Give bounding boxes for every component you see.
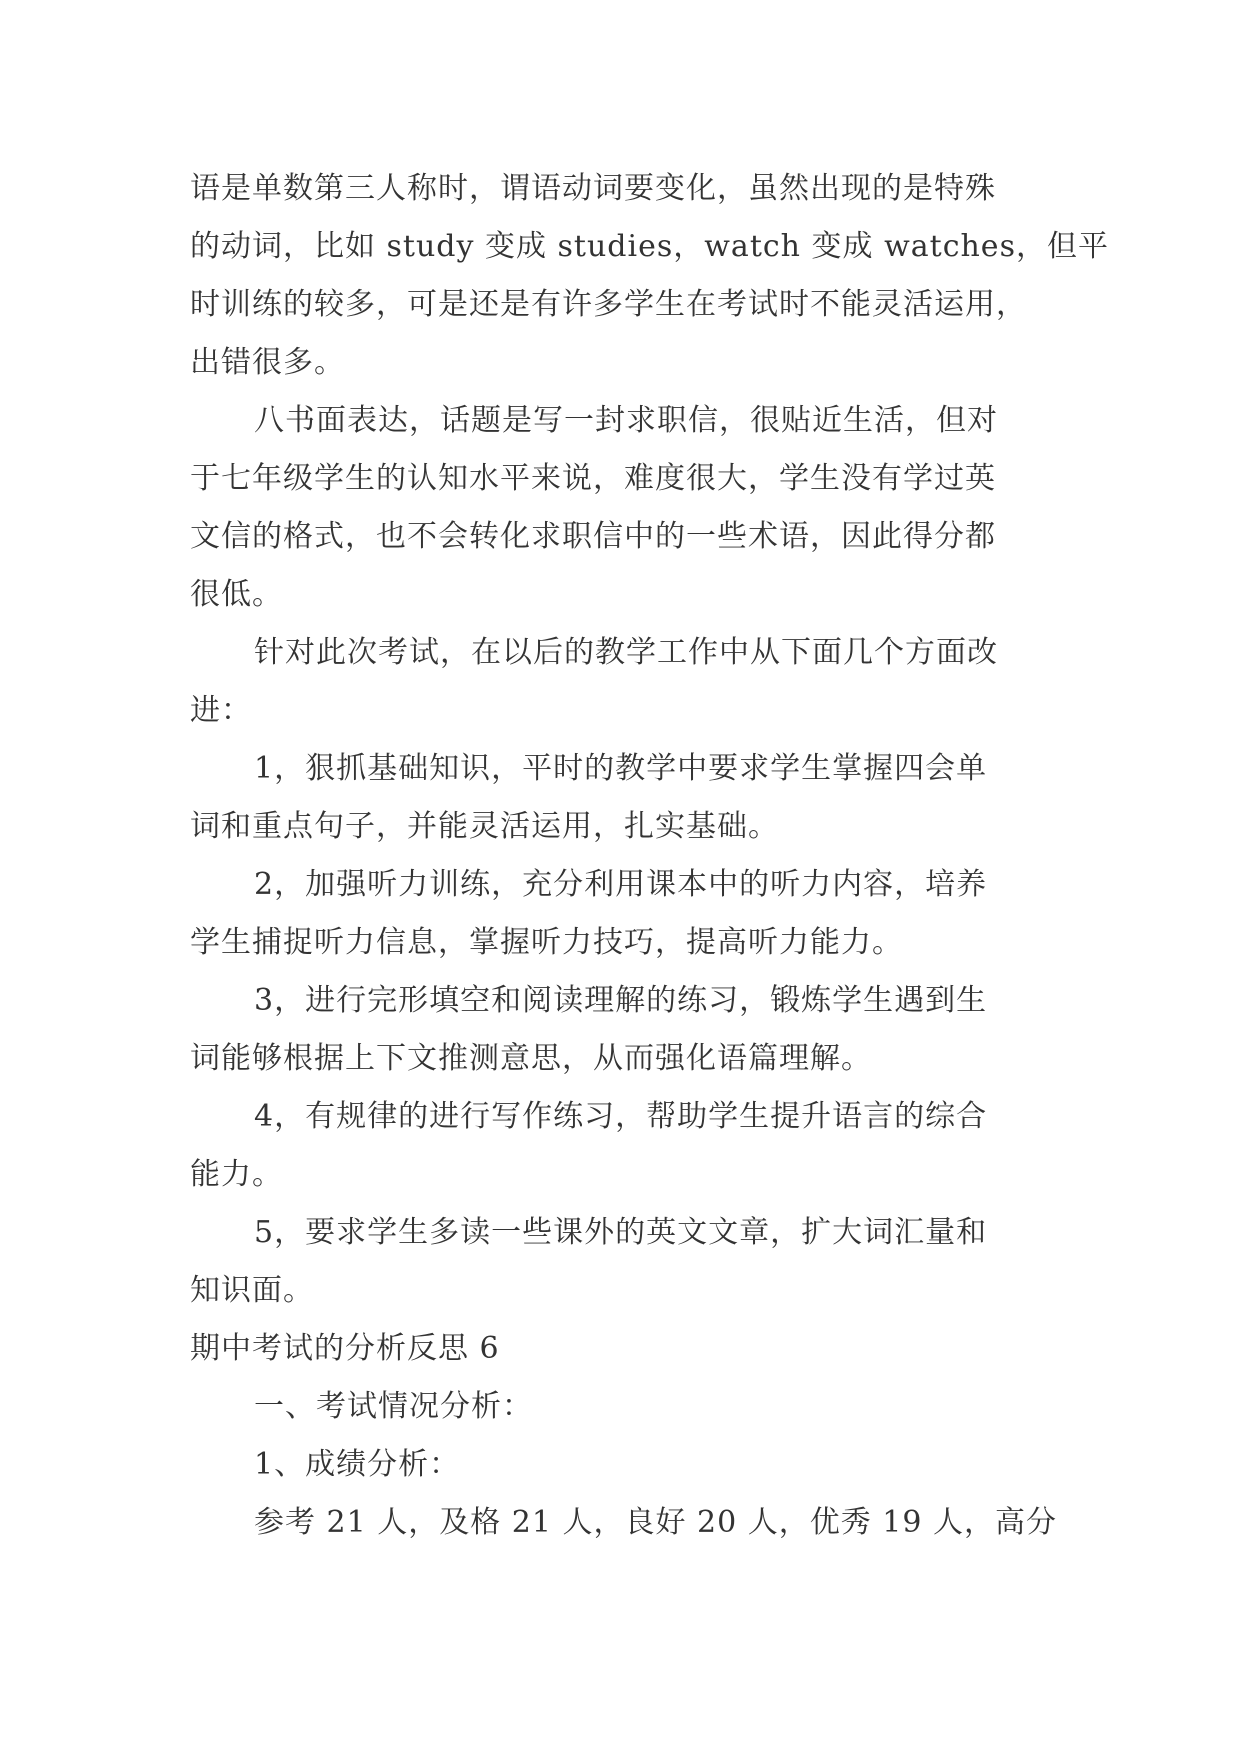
text-line: 文信的格式，也不会转化求职信中的一些术语，因此得分都 bbox=[190, 519, 996, 554]
text-line: 4，有规律的进行写作练习，帮助学生提升语言的综合 bbox=[254, 1099, 988, 1134]
text-line: 3，进行完形填空和阅读理解的练习，锻炼学生遇到生 bbox=[254, 983, 988, 1018]
paragraph bbox=[190, 740, 1050, 856]
text-line: 时训练的较多，可是还是有许多学生在考试时不能灵活运用， bbox=[190, 287, 1027, 322]
text-line: 进： bbox=[190, 693, 252, 728]
paragraph bbox=[190, 972, 1050, 1088]
paragraph bbox=[190, 1436, 1050, 1494]
text-line: 词和重点句子，并能灵活运用，扎实基础。 bbox=[190, 809, 779, 844]
text-line: 针对此次考试，在以后的教学工作中从下面几个方面改 bbox=[254, 635, 998, 670]
paragraph bbox=[190, 392, 1050, 624]
text-line: 的动词，比如 study 变成 studies，watch 变成 watches，但平 bbox=[190, 229, 1109, 264]
paragraph bbox=[190, 1088, 1050, 1204]
paragraph bbox=[190, 1494, 1057, 1552]
text-line: 于七年级学生的认知水平来说，难度很大，学生没有学过英 bbox=[190, 461, 996, 496]
paragraph bbox=[190, 624, 1050, 740]
text-line: 学生捕捉听力信息，掌握听力技巧，提高听力能力。 bbox=[190, 925, 903, 960]
text-line: 1，狠抓基础知识，平时的教学中要求学生掌握四会单 bbox=[254, 751, 988, 786]
text-line: 词能够根据上下文推测意思，从而强化语篇理解。 bbox=[190, 1041, 872, 1076]
paragraph bbox=[190, 160, 1109, 392]
text-line: 1、成绩分析： bbox=[254, 1447, 461, 1482]
document-body bbox=[190, 160, 1109, 1552]
paragraph bbox=[190, 856, 1050, 972]
text-line: 很低。 bbox=[190, 577, 283, 612]
text-line: 语是单数第三人称时，谓语动词要变化，虽然出现的是特殊 bbox=[190, 171, 996, 206]
text-line: 八书面表达，话题是写一封求职信，很贴近生活，但对 bbox=[254, 403, 998, 438]
text-line: 期中考试的分析反思 6 bbox=[190, 1331, 500, 1366]
text-line: 知识面。 bbox=[190, 1273, 314, 1308]
text-line: 5，要求学生多读一些课外的英文文章，扩大词汇量和 bbox=[254, 1215, 988, 1250]
text-line: 参考 21 人，及格 21 人，良好 20 人，优秀 19 人，高分 bbox=[254, 1505, 1057, 1540]
text-line: 能力。 bbox=[190, 1157, 283, 1192]
paragraph bbox=[190, 1204, 1050, 1320]
paragraph bbox=[190, 1378, 1050, 1436]
text-line: 出错很多。 bbox=[190, 345, 345, 380]
text-line: 2，加强听力训练，充分利用课本中的听力内容，培养 bbox=[254, 867, 988, 902]
section-heading bbox=[190, 1320, 1050, 1378]
text-line: 一、考试情况分析： bbox=[254, 1389, 533, 1424]
